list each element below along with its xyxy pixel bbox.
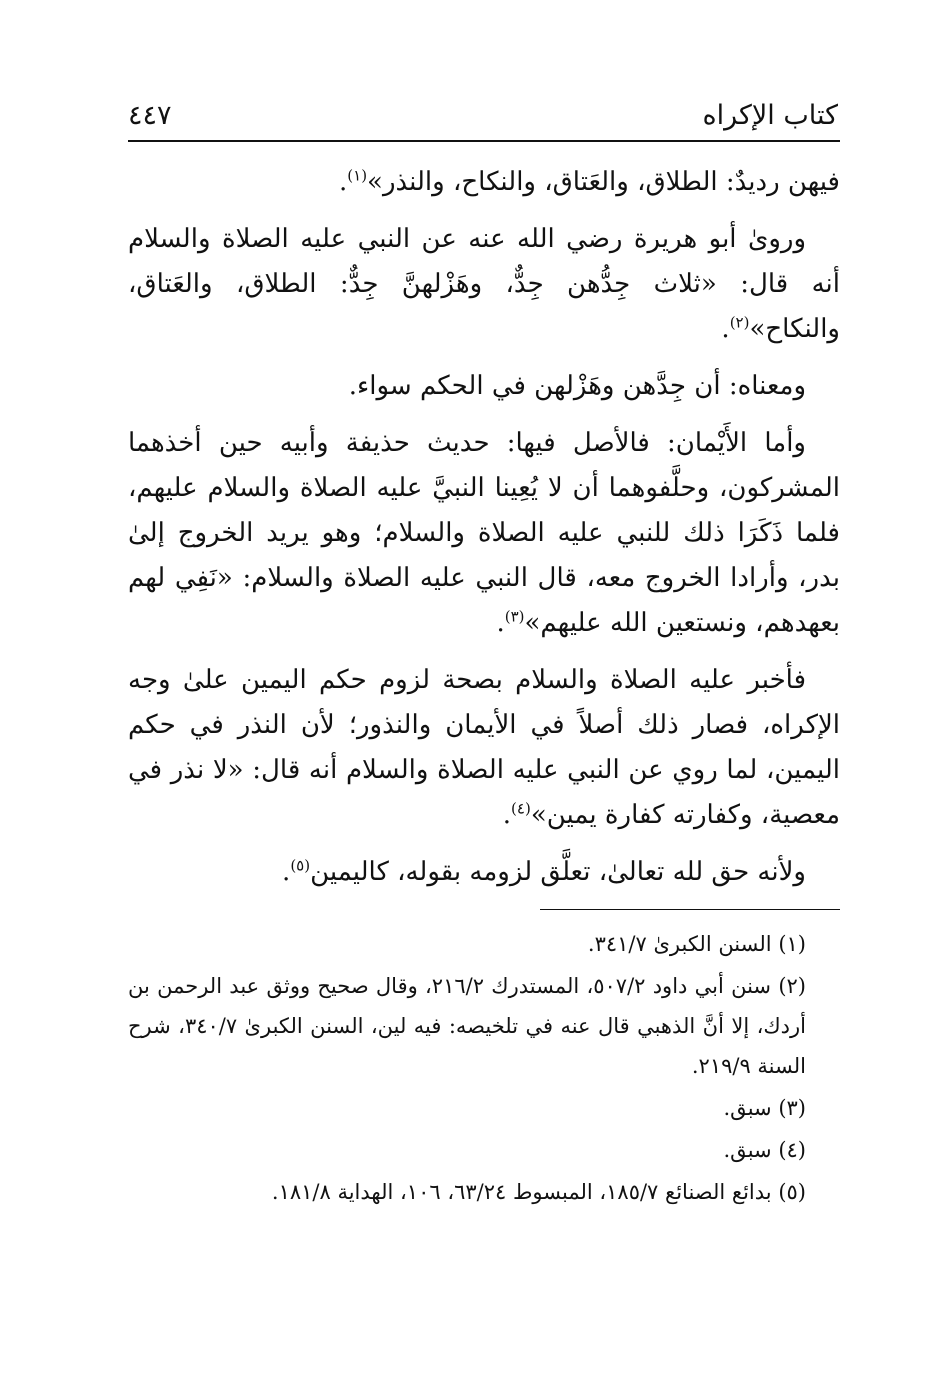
main-text [128, 160, 840, 907]
paragraph-6: ولأنه حق لله تعالىٰ، تعلَّق لزومه بقوله، كاليمين$^{(٥)}$. [282, 856, 806, 887]
page-number: ٤٤٧ [128, 100, 172, 131]
footnote-text: بدائع الصنائع ١٨٥/٧، المبسوط ٦٣/٢٤، ١٠٦، الهداية ١٨١/٨. [271, 1180, 772, 1204]
paragraph-1: فيهن رديدٌ: الطلاق، والعَتاق، والنكاح، والنذر»$^{(١)}$. [339, 166, 840, 197]
footnote-text: سبق. [723, 1138, 772, 1162]
footnote-text: السنن الكبرىٰ ٣٤١/٧. [587, 932, 772, 956]
paragraph-2: ورویٰ أبو هريرة رضي الله عنه عن النبي عليه الصلاة والسلام أنه قال: «ثلاث جِدُّهن جِدٌّ، وهَزْلهنَّ جِدٌّ: الطلاق، والعَتاق، والنكاح»$^{(٢)}$. [128, 224, 840, 344]
footnotes [128, 924, 840, 1214]
paragraph-4: وأما الأَيْمان: فالأصل فيها: حديث حذيفة وأبيه حين أخذهما المشركون، وحلَّفوهما أن لا يُعِينا النبيَّ عليه الصلاة والسلام عليهم، فلما ذَكَرَا ذلك للنبي عليه الصلاة والسلام؛ وهو يريد الخروج إلىٰ بدر، وأرادا الخروج معه، قال النبي عليه الصلاة والسلام: «نَفِي لهم بعهدهم، ونستعين الله عليهم»$^{(٣)}$. [128, 428, 840, 638]
footnote-ref-5: (٥) [290, 856, 311, 875]
paragraph-3: ومعناه: أن جِدَّهن وهَزْلهن في الحكم سواء. [348, 371, 806, 401]
footnote-4 [128, 1130, 840, 1170]
paragraph-5: فأخبر عليه الصلاة والسلام بصحة لزوم حكم اليمين علىٰ وجه الإكراه، فصار ذلك أصلاً في الأيمان والنذور؛ لأن النذر في حكم اليمين، لما روي عن النبي عليه الصلاة والسلام أنه قال: «لا نذر في معصية، وكفارته كفارة يمين»$^{(٤)}$. [128, 665, 840, 830]
footnote-ref-1: (١) [347, 166, 368, 185]
footnote-text: سبق. [723, 1096, 772, 1120]
footnote-divider [540, 909, 840, 910]
footnote-ref-4: (٤) [511, 799, 531, 818]
page-header [128, 92, 840, 142]
footnote-ref-2: (٢) [729, 313, 750, 332]
footnote-3 [128, 1088, 840, 1128]
footnote-5 [128, 1172, 840, 1212]
footnote-number: (٥) [778, 1180, 806, 1204]
footnote-1 [128, 924, 840, 964]
footnote-number: (١) [778, 932, 806, 956]
chapter-title: كتاب الإكراه [702, 100, 838, 131]
footnote-text: سنن أبي داود ٥٠٧/٢، المستدرك ٢١٦/٢، وقال صحيح ووثق عبد الرحمن بن أردك، إلا أنَّ الذهبي قال عنه في تلخيصه: فيه لين، السنن الكبرىٰ ٣٤٠/٧، شرح السنة ٢١٩/٩. [128, 974, 806, 1078]
footnote-number: (٤) [778, 1138, 806, 1162]
footnote-ref-3: (٣) [504, 607, 525, 626]
footnote-number: (٢) [778, 974, 806, 998]
footnote-2 [128, 966, 840, 1086]
footnote-number: (٣) [778, 1096, 806, 1120]
